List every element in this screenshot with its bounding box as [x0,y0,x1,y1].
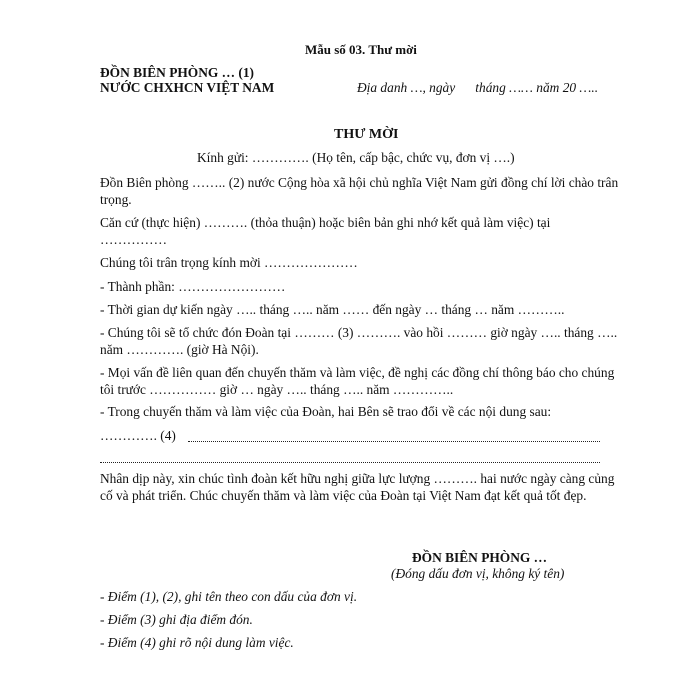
issuing-unit: ĐỒN BIÊN PHÒNG … (1) [100,65,254,80]
schedule-line: - Thời gian dự kiến ngày ….. tháng ….. năm …… đến ngày … tháng … năm ……….. [100,302,565,317]
footnote-3: - Điểm (4) ghi rõ nội dung làm việc. [100,635,294,650]
content-dotted-line [188,441,600,442]
reception-paragraph: - Chúng tôi sẽ tổ chức đón Đoàn tại ……… (3) ………. vào hồi ……… giờ ngày ….. tháng ….. năm …………. (giờ Hà Nội). [100,325,618,357]
intro-paragraph: Đồn Biên phòng …….. (2) nước Cộng hòa xã hội chủ nghĩa Việt Nam gửi đồng chí lời chào trân trọng. [100,175,619,207]
signature-unit: ĐỒN BIÊN PHÒNG … [412,550,548,565]
form-code: Mẫu số 03. Thư mời [305,42,417,57]
content-line-label: …………. (4) [100,428,176,443]
country-name: NƯỚC CHXHCN VIỆT NAM [100,80,275,95]
basis-paragraph: Căn cứ (thực hiện) ………. (thỏa thuận) hoặc biên bản ghi nhớ kết quả làm việc) tại …………… [100,215,551,247]
invite-line: Chúng tôi trân trọng kính mời ………………… [100,255,358,270]
footnote-1: - Điểm (1), (2), ghi tên theo con dấu của đơn vị. [100,589,358,604]
notify-paragraph: - Mọi vấn đề liên quan đến chuyến thăm và làm việc, đề nghị các đồng chí thông báo cho chúng tôi trước …………… giờ … ngày ….. tháng ….. năm ………….. [100,365,615,397]
closing-paragraph: Nhân dịp này, xin chúc tình đoàn kết hữu nghị giữa lực lượng ………. hai nước ngày càng củng cố và phát triển. Chúc chuyến thăm và làm việc của Đoàn tại Việt Nam đạt kết quả tốt đẹp. [100,471,615,503]
place-date: Địa danh …, ngày tháng …… năm 20 ….. [357,80,599,95]
exchange-line: - Trong chuyến thăm và làm việc của Đoàn, hai Bên sẽ trao đổi về các nội dung sau: [100,404,552,419]
composition-line: - Thành phần: …………………… [100,279,286,294]
footnote-2: - Điểm (3) ghi địa điểm đón. [100,612,253,627]
content-dotted-line-2 [100,462,600,463]
letter-title: THƯ MỜI [334,127,399,142]
signature-note: (Đóng dấu đơn vị, không ký tên) [391,566,565,581]
addressee-line: Kính gửi: …………. (Họ tên, cấp bậc, chức vụ, đơn vị ….) [197,150,515,165]
